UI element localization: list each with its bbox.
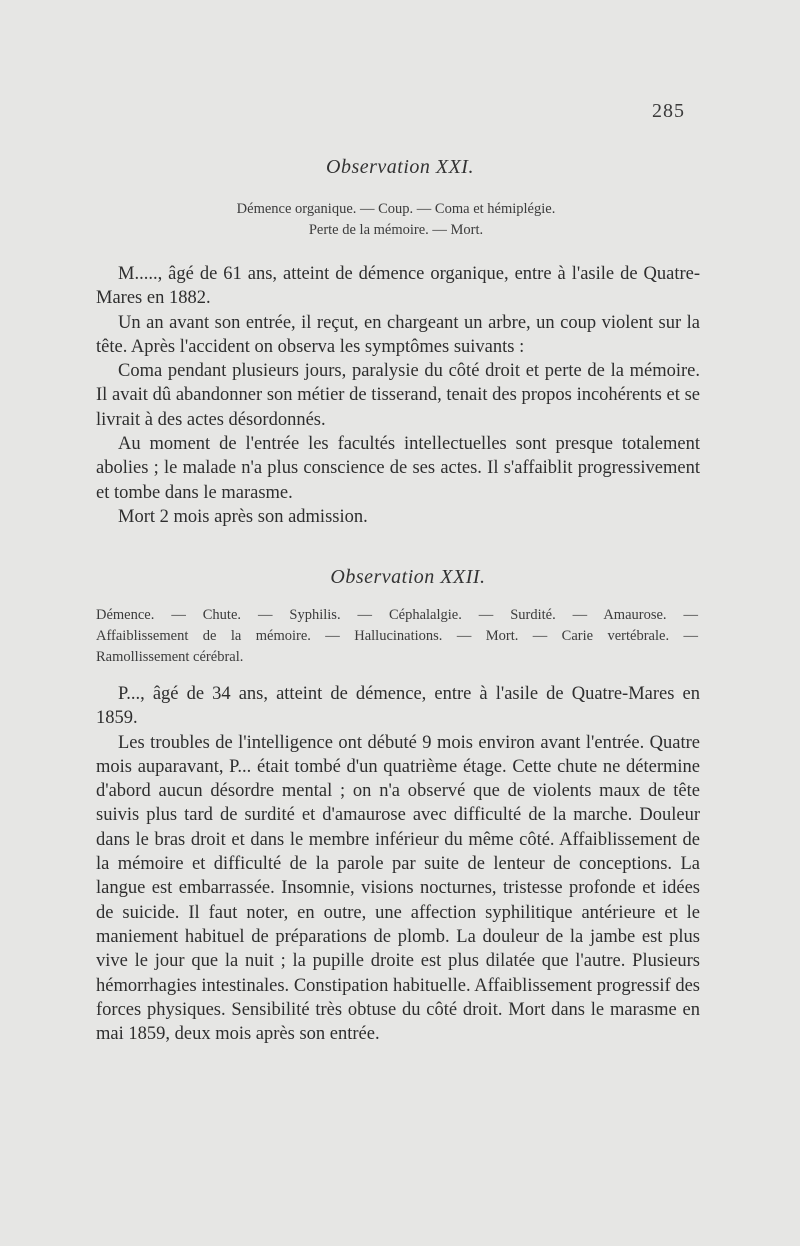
observation-22-body bbox=[96, 682, 700, 1046]
observation-22-title: Observation XXII. bbox=[330, 566, 486, 588]
observation-22-paragraph: P..., âgé de 34 ans, atteint de démence, entre à l'asile de Quatre-Mares en 1859. bbox=[96, 684, 700, 729]
observation-21-paragraph: Mort 2 mois après son admission. bbox=[118, 506, 368, 527]
observation-21-summary-line: Perte de la mémoire. — Mort. bbox=[308, 222, 484, 238]
observation-22-summary-line: Affaiblissement de la mémoire. — Hallucinations. — Mort. — Carie vertébrale. — bbox=[96, 628, 698, 644]
observation-21-summary-line: Démence organique. — Coup. — Coma et hémiplégie. bbox=[236, 201, 556, 217]
observation-22-summary bbox=[96, 605, 698, 668]
observation-22-summary-line: Ramollissement cérébral. bbox=[96, 649, 244, 665]
observation-21-paragraph: Au moment de l'entrée les facultés intellectuelles sont presque totalement abolies ; le malade n'a plus conscience de ses actes. Il s'affaiblit progressivement et tombe dans le marasme. bbox=[96, 434, 700, 503]
page-number: 285 bbox=[652, 100, 685, 122]
observation-22-paragraph: Les troubles de l'intelligence ont débuté 9 mois environ avant l'entrée. Quatre mois auparavant, P... était tombé d'un quatrième étage. Cette chute ne détermine d'abord aucun désordre mental ; on n'a observé que de violents maux de tête suivis plus tard de surdité et d'amaurose avec difficulté de la marche. Douleur dans le bras droit et dans le membre inférieur du même côté. Affaiblissement de la mémoire et difficulté de la parole par suite de lenteur de conceptions. La langue est embarrassée. Insomnie, visions nocturnes, tristesse profonde et idées de suicide. Il faut noter, en outre, une affection syphilitique antérieure et le maniement habituel de préparations de plomb. La douleur de la jambe est plus vive le jour que la nuit ; la pupille droite est plus dilatée que l'autre. Plusieurs hémorrhagies intestinales. Constipation habituelle. Affaiblissement progressif des forces physiques. Sensibilité très obtuse du côté droit. Mort dans le marasme en mai 1859, deux mois après son entrée. bbox=[96, 732, 700, 1045]
observation-21-summary bbox=[96, 199, 696, 241]
observation-21-paragraph: M....., âgé de 61 ans, atteint de démence organique, entre à l'asile de Quatre-Mares en 1882. bbox=[96, 264, 700, 309]
observation-21-title: Observation XXI. bbox=[326, 156, 474, 178]
observation-21-body bbox=[96, 262, 700, 529]
observation-21-paragraph: Coma pendant plusieurs jours, paralysie du côté droit et perte de la mémoire. Il avait dû abandonner son métier de tisserand, tenait des propos incohérents et se livrait à des actes désordonnés. bbox=[96, 361, 700, 430]
observation-22-summary-line: Démence. — Chute. — Syphilis. — Céphalalgie. — Surdité. — Amaurose. — bbox=[96, 607, 698, 623]
observation-21-paragraph: Un an avant son entrée, il reçut, en chargeant un arbre, un coup violent sur la tête. Après l'accident on observa les symptômes suivants : bbox=[96, 312, 700, 357]
